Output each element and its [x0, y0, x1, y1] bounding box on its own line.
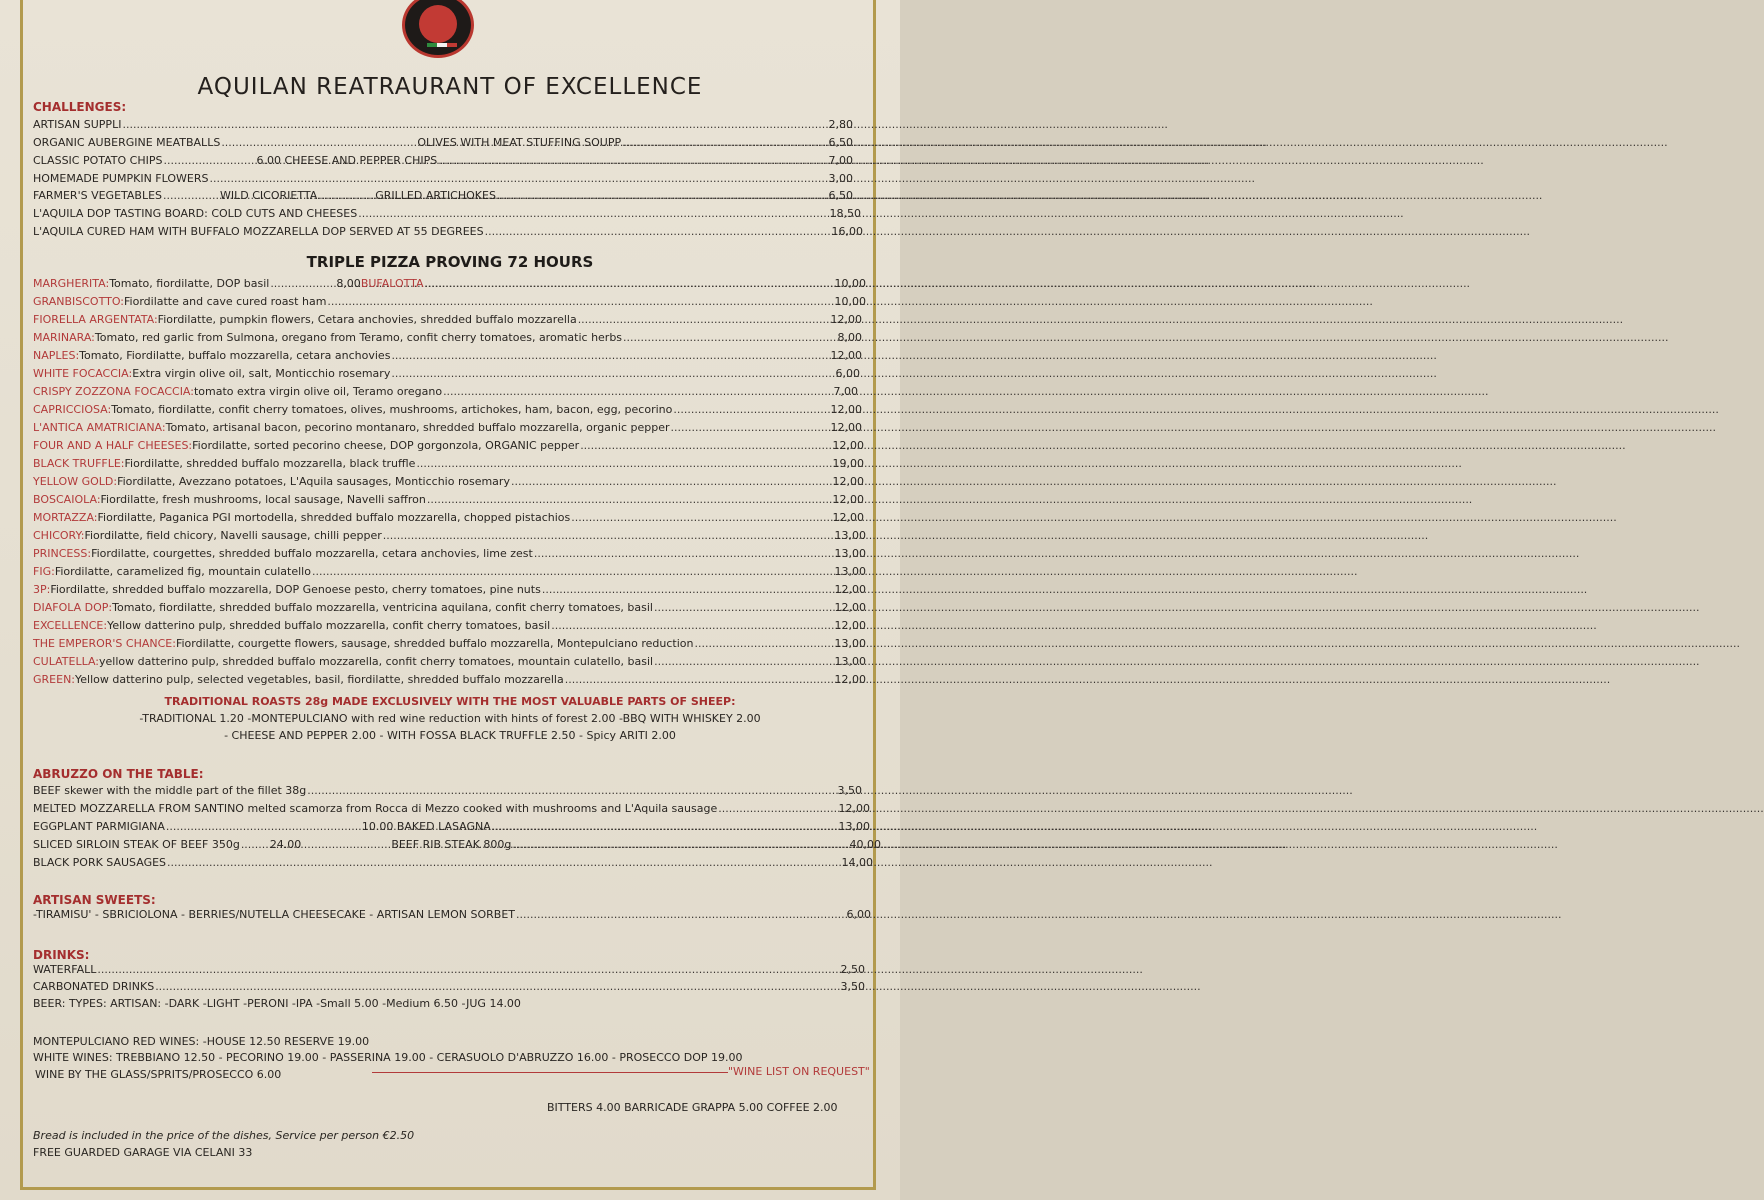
item-price: 10,00 — [834, 277, 866, 290]
section-heading-drinks: DRINKS: — [33, 948, 90, 962]
menu-title: AQUILAN REATRAURANT OF EXCELLENCE — [197, 74, 703, 100]
bread-note: Bread is included in the price of the dishes, Service per person €2.50 — [33, 1129, 415, 1142]
menu-item: WHITE FOCACCIA: Extra virgin olive oil, salt, Monticchio rosemary ..... 6,00 — [33, 366, 860, 382]
menu-item: ARTISAN SUPPLI ..... 2,80 — [33, 117, 853, 133]
menu-item: DIAFOLA DOP: Tomato, fiordilatte, shredded buffalo mozzarella, ventricina aquilana, confit cherry tomatoes, basil ..... 12,00 — [33, 600, 866, 616]
item-price: 14,00 — [841, 856, 873, 869]
section-heading-abruzzo: ABRUZZO ON THE TABLE: — [33, 767, 204, 781]
menu-item: CRISPY ZOZZONA FOCACCIA: tomato extra virgin olive oil, Teramo oregano ..... 7,00 — [33, 384, 858, 400]
menu-item: MORTAZZA: Fiordilatte, Paganica PGI mortodella, shredded buffalo mozzarella, chopped pistachios ..... 12,00 — [33, 510, 864, 526]
menu-item: HOMEMADE PUMPKIN FLOWERS ..... 3,00 — [33, 171, 853, 187]
menu-item: MARINARA: Tomato, red garlic from Sulmona, oregano from Teramo, confit cherry tomatoes, aromatic herbs ..... 8,00 — [33, 330, 862, 346]
item-price: 16,00 — [831, 225, 863, 238]
garage-note: FREE GUARDED GARAGE VIA CELANI 33 — [33, 1146, 253, 1159]
menu-item: CARBONATED DRINKS ..... 3,50 — [33, 979, 865, 995]
item-price: 12,00 — [832, 511, 864, 524]
menu-item: FARMER'S VEGETABLES ..... WILD CICORIETTA ..... GRILLED ARTICHOKES ..... 6,50 — [33, 188, 853, 204]
item-price: 12,00 — [834, 601, 866, 614]
item-price: 6,50 — [828, 136, 853, 149]
roasts-line: - CHEESE AND PEPPER 2.00 - WITH FOSSA BLACK TRUFFLE 2.50 - Spicy ARITI 2.00 — [224, 729, 676, 742]
item-price: 12,00 — [830, 403, 862, 416]
section-heading-challenges: CHALLENGES: — [33, 100, 127, 114]
logo-stripe-red — [447, 43, 457, 47]
item-price: 13,00 — [834, 529, 866, 542]
item-price: 3,50 — [837, 784, 862, 797]
item-price: 6,00 — [846, 908, 871, 921]
logo-red-disc — [419, 5, 457, 43]
menu-item: CAPRICCIOSA: Tomato, fiordilatte, confit cherry tomatoes, olives, mushrooms, artichokes, ham, bacon, egg, pecorino ..... 12,00 — [33, 402, 862, 418]
menu-item: BOSCAIOLA: Fiordilatte, fresh mushrooms, local sausage, Navelli saffron ..... 12,00 — [33, 492, 864, 508]
glass-wine-line: WINE BY THE GLASS/SPRITS/PROSECCO 6.00 — [35, 1068, 282, 1081]
logo-stripe-green — [427, 43, 437, 47]
menu-item: GRANBISCOTTO: Fiordilatte and cave cured roast ham ..... 10,00 — [33, 294, 866, 310]
menu-item: FIORELLA ARGENTATA: Fiordilatte, pumpkin flowers, Cetara anchovies, shredded buffalo mozzarella ..... 12,00 — [33, 312, 862, 328]
menu-item: L'ANTICA AMATRICIANA: Tomato, artisanal bacon, pecorino montanaro, shredded buffalo mozzarella, organic pepper ..... 12,00 — [33, 420, 862, 436]
menu-item: -TIRAMISU' - SBRICIOLONA - BERRIES/NUTELLA CHEESECAKE - ARTISAN LEMON SORBET ..... 6,00 — [33, 907, 871, 923]
item-price: 6,50 — [828, 189, 853, 202]
item-price: 3,50 — [840, 980, 865, 993]
menu-item: WATERFALL ..... 2,50 — [33, 962, 865, 978]
menu-item: EXCELLENCE: Yellow datterino pulp, shredded buffalo mozzarella, confit cherry tomatoes, basil ..... 12,00 — [33, 618, 866, 634]
bitters-line: BITTERS 4.00 BARRICADE GRAPPA 5.00 COFFEE 2.00 — [547, 1101, 838, 1114]
item-price: 3,00 — [828, 172, 853, 185]
item-price: 7,00 — [833, 385, 858, 398]
menu-item: MELTED MOZZARELLA FROM SANTINO melted scamorza from Rocca di Mezzo cooked with mushrooms and L'Aquila sausage ..... 12,00 — [33, 801, 870, 817]
menu-item: BLACK TRUFFLE: Fiordilatte, shredded buffalo mozzarella, black truffle ..... 19,00 — [33, 456, 864, 472]
item-price: 13,00 — [834, 637, 866, 650]
item-price: 6,00 — [835, 367, 860, 380]
menu-item: CHICORY: Fiordilatte, field chicory, Navelli sausage, chilli pepper ..... 13,00 — [33, 528, 866, 544]
item-price: 13,00 — [834, 655, 866, 668]
item-price: 13,00 — [834, 547, 866, 560]
item-price: 12,00 — [832, 493, 864, 506]
logo-stripe-white — [437, 43, 447, 47]
item-price: 12,00 — [830, 313, 862, 326]
menu-item: BLACK PORK SAUSAGES ..... 14,00 — [33, 855, 873, 871]
menu-item: MARGHERITA: Tomato, fiordilatte, DOP basil ..... 8,00 BUFALOTTA ..... 10,00 — [33, 276, 866, 292]
menu-item: FOUR AND A HALF CHEESES: Fiordilatte, sorted pecorino cheese, DOP gorgonzola, ORGANIC pepper ..... 12,00 — [33, 438, 864, 454]
menu-item: 3P: Fiordilatte, shredded buffalo mozzarella, DOP Genoese pesto, cherry tomatoes, pine nuts ..... 12,00 — [33, 582, 866, 598]
item-price: 12,00 — [832, 439, 864, 452]
menu-item: L'AQUILA DOP TASTING BOARD: COLD CUTS AND CHEESES ..... 18,50 — [33, 206, 861, 222]
item-price: 19,00 — [832, 457, 864, 470]
item-price: 7,00 — [828, 154, 853, 167]
item-price: 40,00 — [849, 838, 881, 851]
wine-list-rule — [372, 1072, 728, 1073]
menu-item: NAPLES: Tomato, Fiordilatte, buffalo mozzarella, cetara anchovies ..... 12,00 — [33, 348, 862, 364]
roasts-line: -TRADITIONAL 1.20 -MONTEPULCIANO with red wine reduction with hints of forest 2.00 -BBQ WITH WHISKEY 2.00 — [139, 712, 761, 725]
menu-item: EGGPLANT PARMIGIANA ..... 10.00 BAKED LASAGNA ..... 13,00 — [33, 819, 870, 835]
menu-item: THE EMPEROR'S CHANCE: Fiordilatte, courgette flowers, sausage, shredded buffalo mozzarella, Montepulciano reduction ..... 13,00 — [33, 636, 866, 652]
item-price: 12,00 — [834, 619, 866, 632]
menu-item: SLICED SIRLOIN STEAK OF BEEF 350g ..... 24.00 BEEF RIB STEAK 800g ..... 40,00 — [33, 837, 881, 853]
menu-item: ORGANIC AUBERGINE MEATBALLS ..... OLIVES WITH MEAT STUFFING SOUPP ..... 6,50 — [33, 135, 853, 151]
item-price: 8,00 — [837, 331, 862, 344]
item-price: 12,00 — [838, 802, 870, 815]
item-price: 12,00 — [832, 475, 864, 488]
item-price: 12,00 — [830, 349, 862, 362]
section-heading-pizza: TRIPLE PIZZA PROVING 72 HOURS — [306, 253, 594, 271]
item-price: 12,00 — [830, 421, 862, 434]
menu-item: PRINCESS: Fiordilatte, courgettes, shredded buffalo mozzarella, cetara anchovies, lime zest ..... 13,00 — [33, 546, 866, 562]
item-price: 12,00 — [834, 583, 866, 596]
item-price: 13,00 — [838, 820, 870, 833]
menu-item: CLASSIC POTATO CHIPS ..... 6.00 CHEESE AND PEPPER CHIPS ..... 7,00 — [33, 153, 853, 169]
menu-item: FIG: Fiordilatte, caramelized fig, mountain culatello ..... 13,00 — [33, 564, 866, 580]
menu-item: GREEN: Yellow datterino pulp, selected vegetables, basil, fiordilatte, shredded buffalo mozzarella ..... 12,00 — [33, 672, 866, 688]
white-wines-line: WHITE WINES: TREBBIANO 12.50 - PECORINO 19.00 - PASSERINA 19.00 - CERASUOLO D'ABRUZZO 16.00 - PROSECCO DOP 19.00 — [33, 1051, 743, 1064]
menu-item: L'AQUILA CURED HAM WITH BUFFALO MOZZARELLA DOP SERVED AT 55 DEGREES ..... 16,00 — [33, 224, 863, 240]
item-price: 2,80 — [828, 118, 853, 131]
section-heading-roasts: TRADITIONAL ROASTS 28g MADE EXCLUSIVELY WITH THE MOST VALUABLE PARTS OF SHEEP: — [164, 695, 736, 708]
menu-item: BEEF skewer with the middle part of the fillet 38g ..... 3,50 — [33, 783, 862, 799]
menu-item: CULATELLA: yellow datterino pulp, shredded buffalo mozzarella, confit cherry tomatoes, mountain culatello, basil ..... 13,00 — [33, 654, 866, 670]
item-price: 13,00 — [834, 565, 866, 578]
beer-line: BEER: TYPES: ARTISAN: -DARK -LIGHT -PERONI -IPA -Small 5.00 -Medium 6.50 -JUG 14.00 — [33, 997, 521, 1010]
section-heading-sweets: ARTISAN SWEETS: — [33, 893, 156, 907]
menu-item: YELLOW GOLD: Fiordilatte, Avezzano potatoes, L'Aquila sausages, Monticchio rosemary ..... 12,00 — [33, 474, 864, 490]
item-price: 2,50 — [840, 963, 865, 976]
item-price: 18,50 — [829, 207, 861, 220]
item-price: 12,00 — [834, 673, 866, 686]
item-price: 10,00 — [834, 295, 866, 308]
wine-list-note: "WINE LIST ON REQUEST" — [728, 1065, 870, 1078]
red-wines-line: MONTEPULCIANO RED WINES: -HOUSE 12.50 RESERVE 19.00 — [33, 1035, 370, 1048]
